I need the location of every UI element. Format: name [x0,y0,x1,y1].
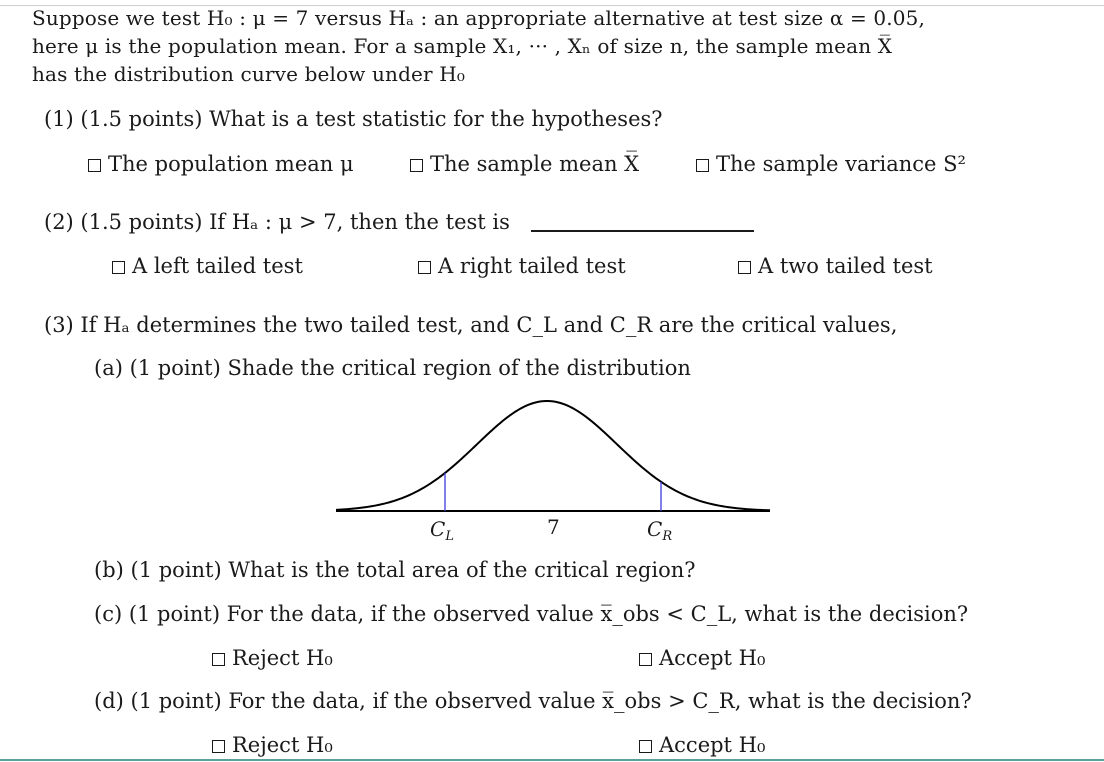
distribution-curve-figure[interactable] [330,390,780,550]
q3c-option-label: Reject H₀ [232,646,333,670]
q3c-prompt: (c) (1 point) For the data, if the observed value x̅_obs < C_L, what is the decision? [94,602,969,626]
q3d-option-reject[interactable] [212,732,333,758]
checkbox-icon[interactable] [112,261,125,274]
q3d-option-label: Accept H₀ [659,733,766,757]
q1-prompt: (1) (1.5 points) What is a test statistic for the hypotheses? [44,107,663,131]
q2-prompt: (2) (1.5 points) If Hₐ : μ > 7, then the test is [44,210,510,234]
label-mean: 7 [547,515,560,539]
checkbox-icon[interactable] [639,740,652,753]
checkbox-icon[interactable] [418,261,431,274]
q3c-option-accept[interactable] [639,645,765,671]
q3c-option-label: Accept H₀ [659,646,766,670]
q3d-option-accept[interactable] [639,732,765,758]
bottom-rule [0,759,1104,761]
q2-option-left-tailed[interactable] [112,253,303,279]
checkbox-icon[interactable] [410,159,423,172]
label-c-left: $C_L$ [430,517,454,544]
label-c-right: $C_R$ [647,517,673,544]
q2-option-label: A right tailed test [438,254,626,278]
q1-option-sample-mean[interactable] [410,151,639,177]
q3d-option-label: Reject H₀ [232,733,333,757]
checkbox-icon[interactable] [738,261,751,274]
q3b-prompt: (b) (1 point) What is the total area of the critical region? [94,558,696,582]
q3c-option-reject[interactable] [212,645,333,671]
q2-answer-blank[interactable] [531,230,754,232]
checkbox-icon[interactable] [696,159,709,172]
checkbox-icon[interactable] [212,740,225,753]
checkbox-icon[interactable] [212,653,225,666]
q2-option-label: A left tailed test [132,254,303,278]
q2-option-right-tailed[interactable] [418,253,626,279]
checkbox-icon[interactable] [88,159,101,172]
bell-curve [336,401,770,510]
q3-prompt: (3) If Hₐ determines the two tailed test, and C_L and C_R are the critical values, [44,313,898,337]
q1-option-label: The population mean μ [108,152,354,176]
intro-line-2: here μ is the population mean. For a sample X₁, ··· , Xₙ of size n, the sample mean X̅ [32,34,893,58]
q2-option-two-tailed[interactable] [738,253,933,279]
checkbox-icon[interactable] [639,653,652,666]
q2-option-label: A two tailed test [758,254,933,278]
intro-line-3: has the distribution curve below under H₀ [32,62,466,86]
q1-option-sample-variance[interactable] [696,151,966,177]
q3d-prompt: (d) (1 point) For the data, if the observed value x̅_obs > C_R, what is the decision? [94,689,972,713]
q1-option-label: The sample variance S² [716,152,966,176]
q1-option-label: The sample mean X̅ [430,152,640,176]
intro-line-1: Suppose we test H₀ : μ = 7 versus Hₐ : an appropriate alternative at test size α = 0.05, [32,6,926,30]
q1-option-population-mean[interactable] [88,151,354,177]
q3a-prompt: (a) (1 point) Shade the critical region of the distribution [94,356,691,380]
